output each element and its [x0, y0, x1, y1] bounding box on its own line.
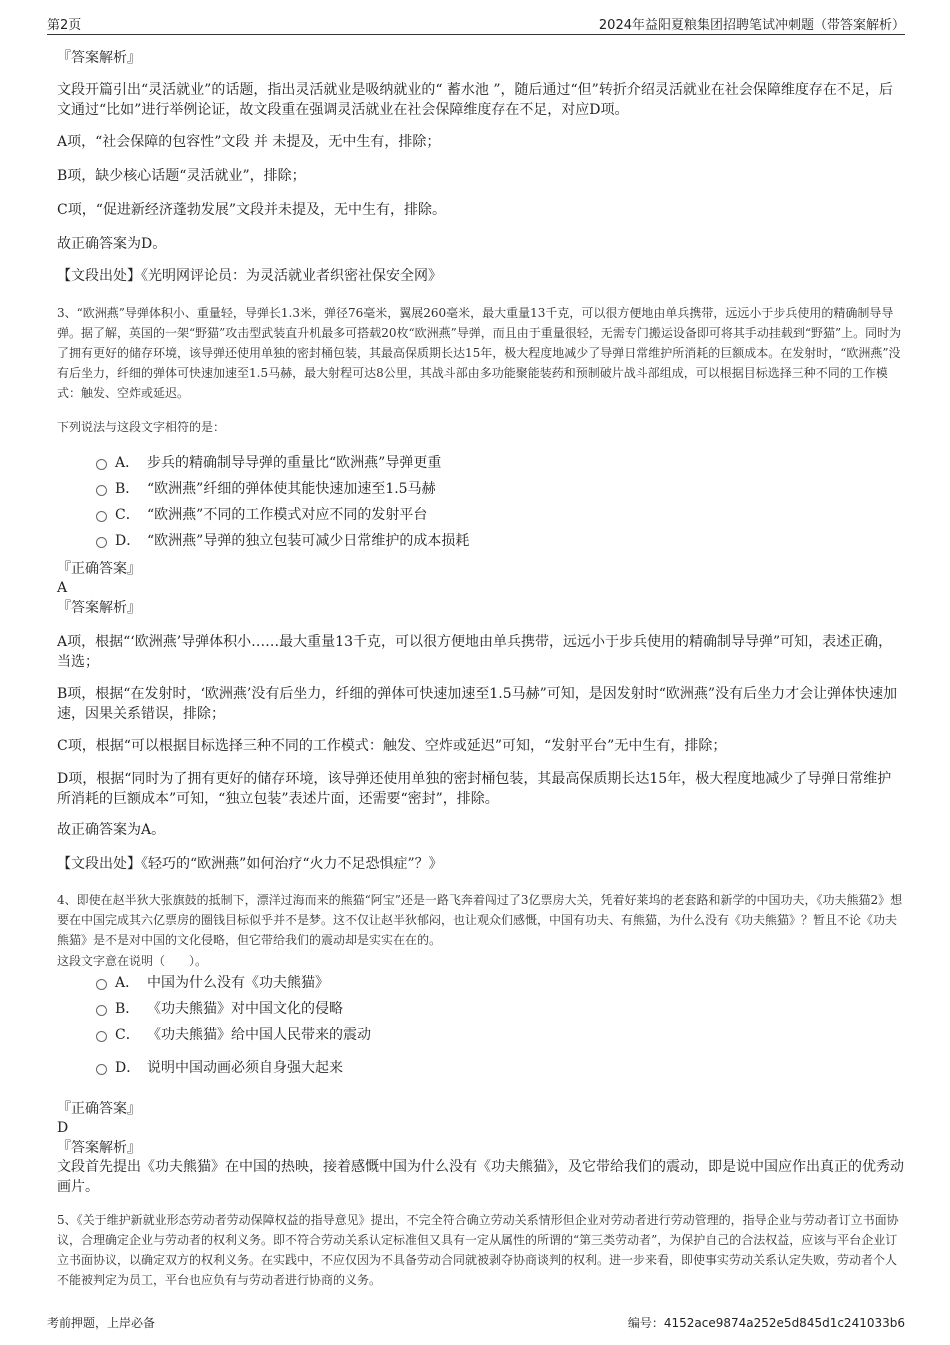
q3-analysis-label: 『答案解析』 [57, 600, 141, 616]
document-title: 2024年益阳夏粮集团招聘笔试冲刺题（带答案解析） [598, 18, 905, 33]
q3-stem: 3、“欧洲燕”导弹体积小、重量轻，导弹长1.3米，弹径76毫米，翼展260毫米，最大重量13千克，可以很方便地由单兵携带，远远小于步兵使用的精确制导导弹。据了解，英国的一架“野猫”攻击型武装直升机最多可搭载20枚“欧洲燕”导弹，而且由于重量很轻，无需专门搬运设备即可将其手动挂载到“野猫”上。同时为了拥有更好的储存环境，该导弹还使用单独的密封桶包装，其最高保质期长达15年，极大程度地减少了导弹日常维护所消耗的巨额成本。在发射时，“欧洲燕”没有后坐力，纤细的弹体可快速加速至1.5马赫，最大射程可达8公里，其战斗部由多功能聚能装药和预制破片战斗部组成，可以根据目标选择三种不同的工作模式：触发、空炸或延迟。 [57, 306, 902, 400]
q4-answer-label: 『正确答案』 [57, 1101, 141, 1117]
q3-conclusion: 故正确答案为A。 [57, 822, 166, 838]
q3-option-a-analysis: A项，根据“‘欧洲燕’导弹体积小……最大重量13千克，可以很方便地由单兵携带，远远小于步兵使用的精确制导导弹”可知，表述正确，当选； [57, 634, 893, 670]
q4-stem: 4、即使在赵半狄大张旗鼓的抵制下，漂洋过海而来的熊猫“阿宝”还是一路飞奔着闯过了3亿票房大关，凭着好莱坞的老套路和新学的中国功夫，《功夫熊猫2》想要在中国完成其六亿票房的圈钱目标似乎并不是梦。这不仅让赵半狄郁闷，也让观众们感慨，中国有功夫、有熊猫，为什么没有《功夫熊猫》？暂且不论《功夫熊猫》是不是对中国的文化侵略，但它带给我们的震动却是实实在在的。 [57, 893, 903, 947]
q2-analysis-label: 『答案解析』 [57, 50, 141, 66]
q4-answer: D [57, 1120, 69, 1136]
q3-option-c-analysis: C项，根据“可以根据目标选择三种不同的工作模式：触发、空炸或延迟”可知，“发射平台”无中生有，排除； [57, 738, 727, 754]
q2-option-a-analysis: A项，“社会保障的包容性”文段 并 未提及，无中生有，排除； [57, 134, 441, 150]
q3-prompt: 下列说法与这段文字相符的是： [57, 420, 226, 434]
q4-option-d[interactable]: D． 说明中国动画必须自身强大起来 [96, 1058, 343, 1078]
page-header [47, 12, 905, 35]
q2-source: 【文段出处】《光明网评论员：为灵活就业者织密社保安全网》 [57, 268, 442, 284]
q2-option-c-analysis: C项，“促进新经济蓬勃发展”文段并未提及，无中生有，排除。 [57, 202, 447, 218]
q3-option-d-analysis: D项，根据“同时为了拥有更好的储存环境，该导弹还使用单独的密封桶包装，其最高保质期长达15年，极大程度地减少了导弹日常维护所消耗的巨额成本”可知，“独立包装”表述片面，还需要“密封”，排除。 [57, 771, 892, 807]
q3-answer: A [57, 580, 68, 596]
radio-button[interactable] [96, 979, 107, 990]
q3-option-c[interactable]: C． “欧洲燕”不同的工作模式对应不同的发射平台 [96, 505, 427, 525]
radio-button[interactable] [96, 485, 107, 496]
q4-analysis-label: 『答案解析』 [57, 1140, 141, 1156]
q4-option-b[interactable]: B． 《功夫熊猫》对中国文化的侵略 [96, 999, 343, 1019]
q4-prompt: 这段文字意在说明（ ）。 [57, 954, 208, 968]
page-number: 第2页 [47, 18, 82, 33]
q3-source: 【文段出处】《轻巧的“欧洲燕”如何治疗“火力不足恐惧症”？》 [57, 856, 443, 872]
radio-button[interactable] [96, 1005, 107, 1016]
radio-button[interactable] [96, 537, 107, 548]
q4-analysis: 文段首先提出《功夫熊猫》在中国的热映，接着感慨中国为什么没有《功夫熊猫》，及它带给我们的震动，即是说中国应作出真正的优秀动画片。 [57, 1159, 904, 1195]
q2-analysis-para: 文段开篇引出“灵活就业”的话题，指出灵活就业是吸纳就业的“ 蓄水池 ”，随后通过“但”转折介绍灵活就业在社会保障维度存在不足，后文通过“比如”进行举例论证，故文段重在强调灵活就业在社会保障维度存在不足，对应D项。 [57, 82, 893, 118]
q5-stem: 5、《关于维护新就业形态劳动者劳动保障权益的指导意见》提出，不完全符合确立劳动关系情形但企业对劳动者进行劳动管理的，指导企业与劳动者订立书面协议，合理确定企业与劳动者的权利义务。即不符合劳动关系认定标准但又具有一定从属性的所谓的“第三类劳动者”，为保护自己的合法权益，应该与平台企业订立书面协议，以确定双方的权利义务。在实践中，不应仅因为不具备劳动合同就被剥夺协商谈判的权利。进一步来看，即使事实劳动关系认定失败，劳动者个人不能被判定为员工，平台也应负有与劳动者进行协商的义务。 [57, 1213, 899, 1287]
document-id: 编号：4152ace9874a252e5d845d1c241033b6 [627, 1316, 905, 1330]
radio-button[interactable] [96, 1031, 107, 1042]
q4-option-c[interactable]: C． 《功夫熊猫》给中国人民带来的震动 [96, 1025, 371, 1045]
q3-option-d[interactable]: D． “欧洲燕”导弹的独立包装可减少日常维护的成本损耗 [96, 531, 469, 551]
q3-answer-label: 『正确答案』 [57, 561, 141, 577]
q3-option-b-analysis: B项，根据“在发射时，‘欧洲燕’没有后坐力，纤细的弹体可快速加速至1.5马赫”可知，是因发射时“欧洲燕”没有后坐力才会让弹体快速加速，因果关系错误，排除； [57, 686, 898, 722]
radio-button[interactable] [96, 1064, 107, 1075]
radio-button[interactable] [96, 511, 107, 522]
q2-conclusion: 故正确答案为D。 [57, 236, 167, 252]
q2-option-b-analysis: B项，缺少核心话题“灵活就业”，排除； [57, 168, 306, 184]
q3-option-b[interactable]: B． “欧洲燕”纤细的弹体使其能快速加速至1.5马赫 [96, 479, 436, 499]
q4-option-a[interactable]: A． 中国为什么没有《功夫熊猫》 [96, 973, 329, 993]
footer-slogan: 考前押题，上岸必备 [47, 1316, 156, 1330]
q3-option-a[interactable]: A． 步兵的精确制导导弹的重量比“欧洲燕”导弹更重 [96, 453, 441, 473]
radio-button[interactable] [96, 459, 107, 470]
